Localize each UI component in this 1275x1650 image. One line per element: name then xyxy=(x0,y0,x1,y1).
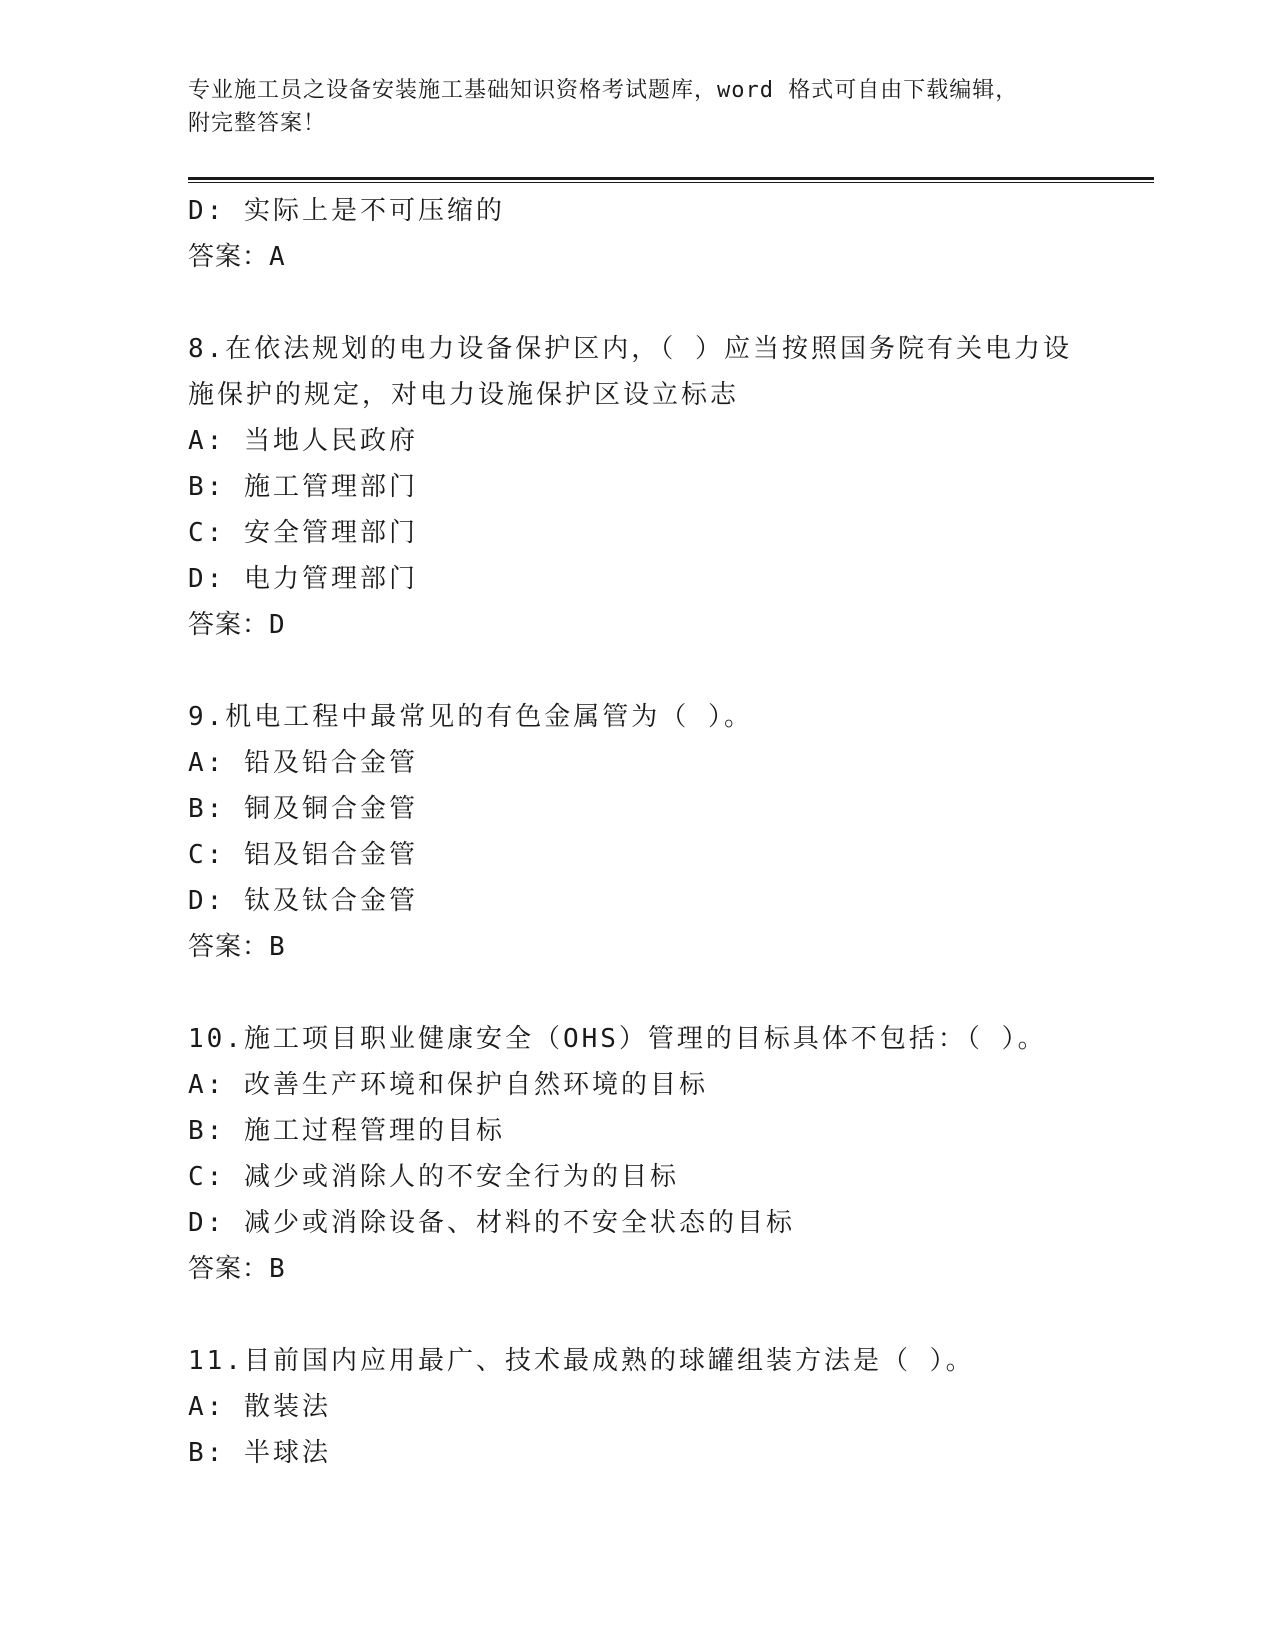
question-block-10 xyxy=(188,1016,1148,1292)
answer-line: 答案：D xyxy=(188,610,286,640)
spacer xyxy=(188,648,1148,694)
option-d: D: 钛及钛合金管 xyxy=(188,886,418,916)
option-a: A: 散装法 xyxy=(188,1392,331,1422)
option-d: D: 电力管理部门 xyxy=(188,564,418,594)
option-b: B: 施工过程管理的目标 xyxy=(188,1116,505,1146)
option-a: A: 铅及铅合金管 xyxy=(188,748,418,778)
option-c: C: 安全管理部门 xyxy=(188,518,418,548)
option-a: A: 当地人民政府 xyxy=(188,426,418,456)
spacer xyxy=(188,280,1148,326)
question-block-9 xyxy=(188,694,1148,970)
option-d: D: 实际上是不可压缩的 xyxy=(188,196,505,226)
header-line-1: 专业施工员之设备安装施工基础知识资格考试题库，word 格式可自由下载编辑， xyxy=(188,78,1019,103)
option-b: B: 施工管理部门 xyxy=(188,472,418,502)
option-b: B: 半球法 xyxy=(188,1438,331,1468)
question-stem: 8.在依法规划的电力设备保护区内，（ ）应当按照国务院有关电力设 xyxy=(188,334,1072,364)
document-body xyxy=(188,188,1148,1476)
question-stem-continued: 施保护的规定，对电力设施保护区设立标志 xyxy=(188,380,740,410)
option-c: C: 减少或消除人的不安全行为的目标 xyxy=(188,1162,679,1192)
document-header xyxy=(188,74,1088,140)
question-stem: 11.目前国内应用最广、技术最成熟的球罐组装方法是（ ）。 xyxy=(188,1346,975,1376)
answer-line: 答案：A xyxy=(188,242,286,272)
spacer xyxy=(188,970,1148,1016)
question-block-8 xyxy=(188,326,1148,648)
header-line-2: 附完整答案！ xyxy=(188,111,327,136)
answer-line: 答案：B xyxy=(188,932,286,962)
question-stem: 9.机电工程中最常见的有色金属管为（ ）。 xyxy=(188,702,753,732)
spacer xyxy=(188,1292,1148,1338)
question-block-11 xyxy=(188,1338,1148,1476)
option-b: B: 铜及铜合金管 xyxy=(188,794,418,824)
option-a: A: 改善生产环境和保护自然环境的目标 xyxy=(188,1070,708,1100)
option-c: C: 铝及铝合金管 xyxy=(188,840,418,870)
question-block-prev xyxy=(188,188,1148,280)
option-d: D: 减少或消除设备、材料的不安全状态的目标 xyxy=(188,1208,795,1238)
answer-line: 答案：B xyxy=(188,1254,286,1284)
header-divider-thick xyxy=(188,177,1154,180)
question-stem: 10.施工项目职业健康安全（OHS）管理的目标具体不包括：（ ）。 xyxy=(188,1024,1047,1054)
header-divider-thin xyxy=(188,182,1154,183)
